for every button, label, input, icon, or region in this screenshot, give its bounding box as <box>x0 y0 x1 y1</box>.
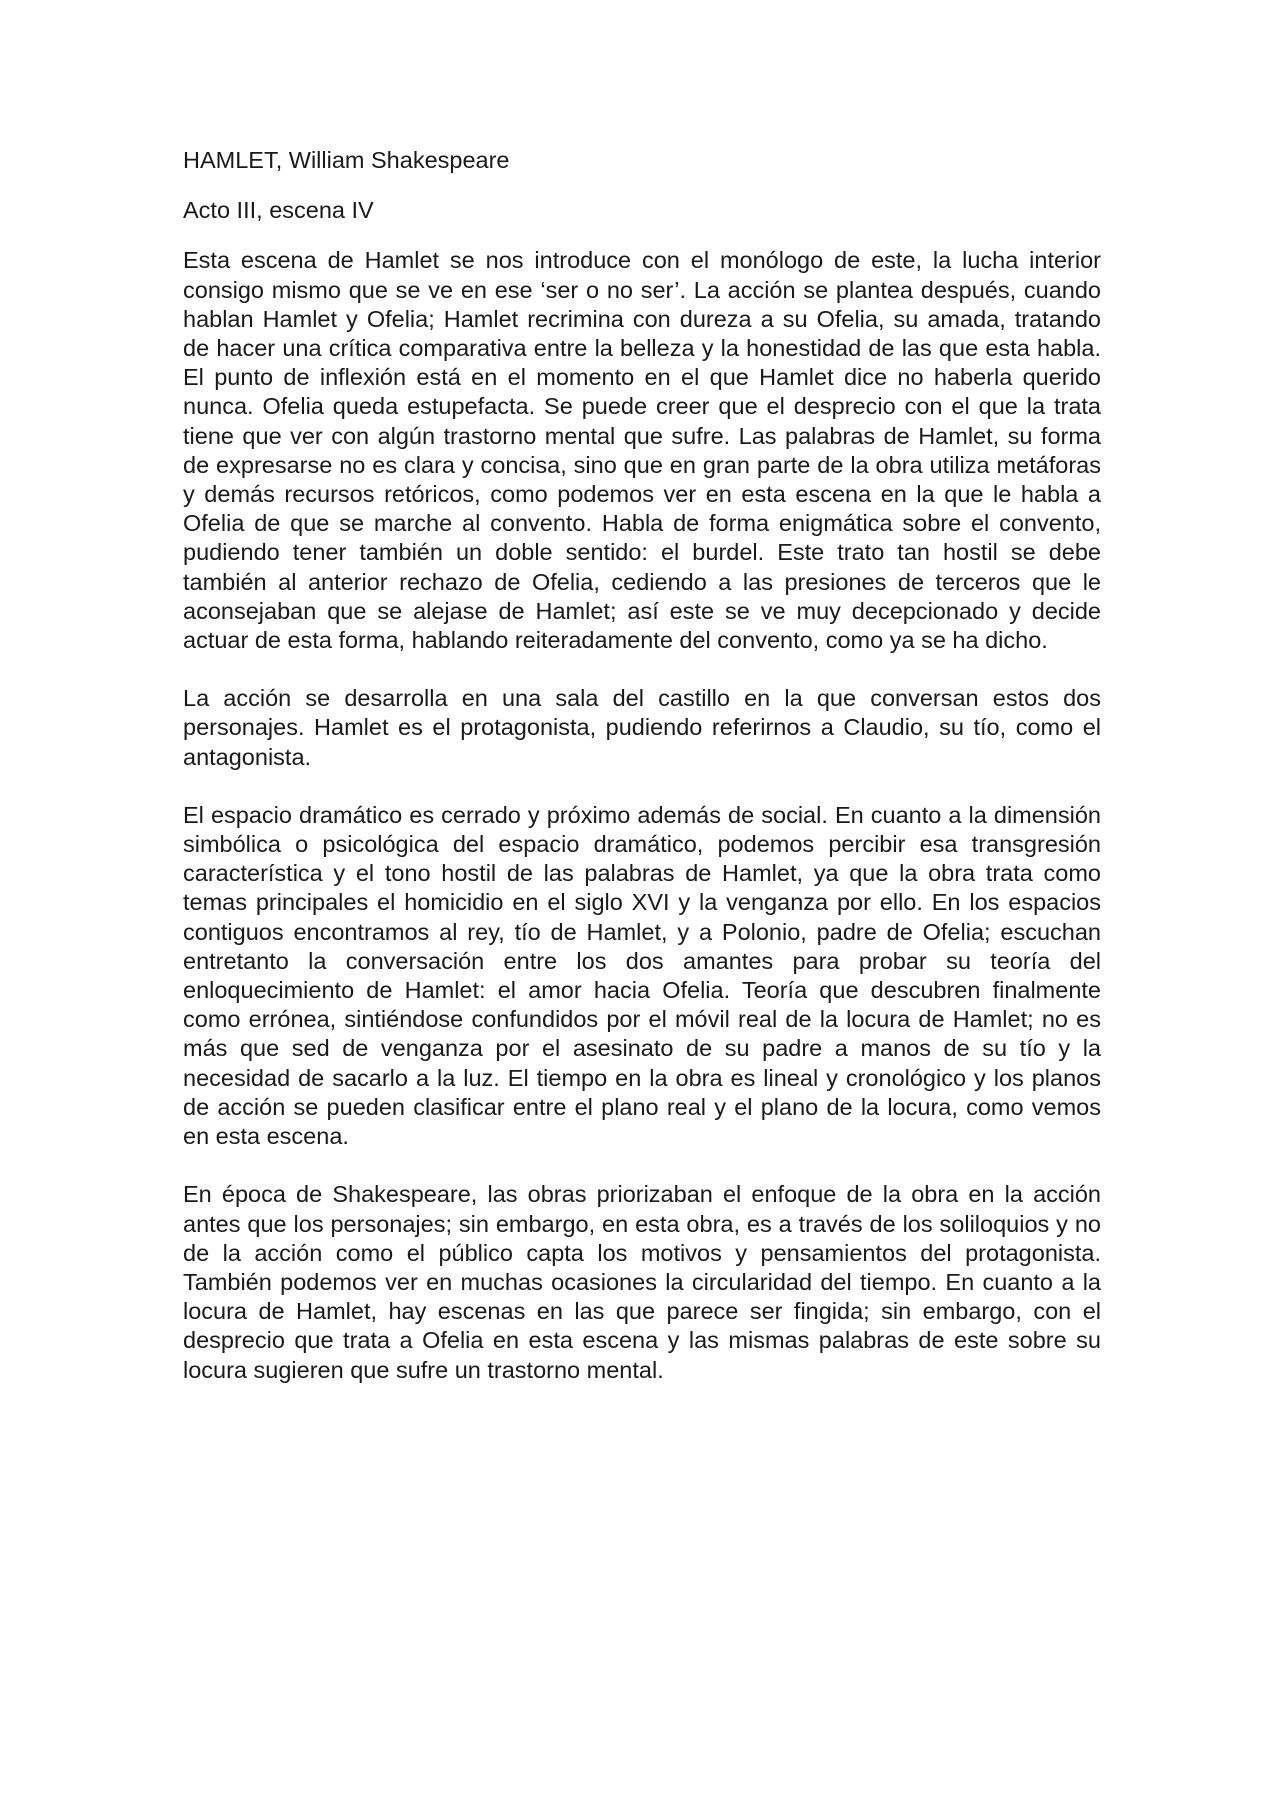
paragraph-2: La acción se desarrolla en una sala del castillo en la que conversan estos dos personajes. Hamlet es el protagonista, pudiendo referirnos a Claudio, su tío, como el antagonista. <box>183 685 1101 770</box>
paragraph-4: En época de Shakespeare, las obras priorizaban el enfoque de la obra en la acción antes que los personajes; sin embargo, en esta obra, es a través de los soliloquios y no de la acción como el público capta los motivos y pensamientos del protagonista. También podemos ver en muchas ocasiones la circularidad del tiempo. En cuanto a la locura de Hamlet, hay escenas en las que parece ser fingida; sin embargo, con el desprecio que trata a Ofelia en esta escena y las mismas palabras de este sobre su locura sugieren que sufre un trastorno mental. <box>183 1181 1101 1383</box>
paragraph-1: Esta escena de Hamlet se nos introduce con el monólogo de este, la lucha interior consigo mismo que se ve en ese ‘ser o no ser’. La acción se plantea después, cuando hablan Hamlet y Ofelia; Hamlet recrimina con dureza a su Ofelia, su amada, tratando de hacer una crítica comparativa entre la belleza y la honestidad de las que esta habla. El punto de inflexión está en el momento en el que Hamlet dice no haberla querido nunca. Ofelia queda estupefacta. Se puede creer que el desprecio con el que la trata tiene que ver con algún trastorno mental que sufre. Las palabras de Hamlet, su forma de expresarse no es clara y concisa, sino que en gran parte de la obra utiliza metáforas y demás recursos retóricos, como podemos ver en esta escena en la que le habla a Ofelia de que se marche al convento. Habla de forma enigmática sobre el convento, pudiendo tener también un doble sentido: el burdel. Este trato tan hostil se debe también al anterior rechazo de Ofelia, cediendo a las presiones de terceros que le aconsejaban que se alejase de Hamlet; así este se ve muy decepcionado y decide actuar de esta forma, hablando reiteradamente del convento, como ya se ha dicho. <box>183 247 1101 654</box>
document-page <box>183 146 1101 1414</box>
document-title: HAMLET, William Shakespeare <box>183 147 510 173</box>
document-subtitle: Acto III, escena IV <box>183 197 374 224</box>
paragraph-3: El espacio dramático es cerrado y próximo además de social. En cuanto a la dimensión simbólica o psicológica del espacio dramático, podemos percibir esa transgresión característica y el tono hostil de las palabras de Hamlet, ya que la obra trata como temas principales el homicidio en el siglo XVI y la venganza por ello. En los espacios contiguos encontramos al rey, tío de Hamlet, y a Polonio, padre de Ofelia; escuchan entretanto la conversación entre los dos amantes para probar su teoría del enloquecimiento de Hamlet: el amor hacia Ofelia. Teoría que descubren finalmente como errónea, sintiéndose confundidos por el móvil real de la locura de Hamlet; no es más que sed de venganza por el asesinato de su padre a manos de su tío y la necesidad de sacarlo a la luz. El tiempo en la obra es lineal y cronológico y los planos de acción se pueden clasificar entre el plano real y el plano de la locura, como vemos en esta escena. <box>183 801 1101 1150</box>
